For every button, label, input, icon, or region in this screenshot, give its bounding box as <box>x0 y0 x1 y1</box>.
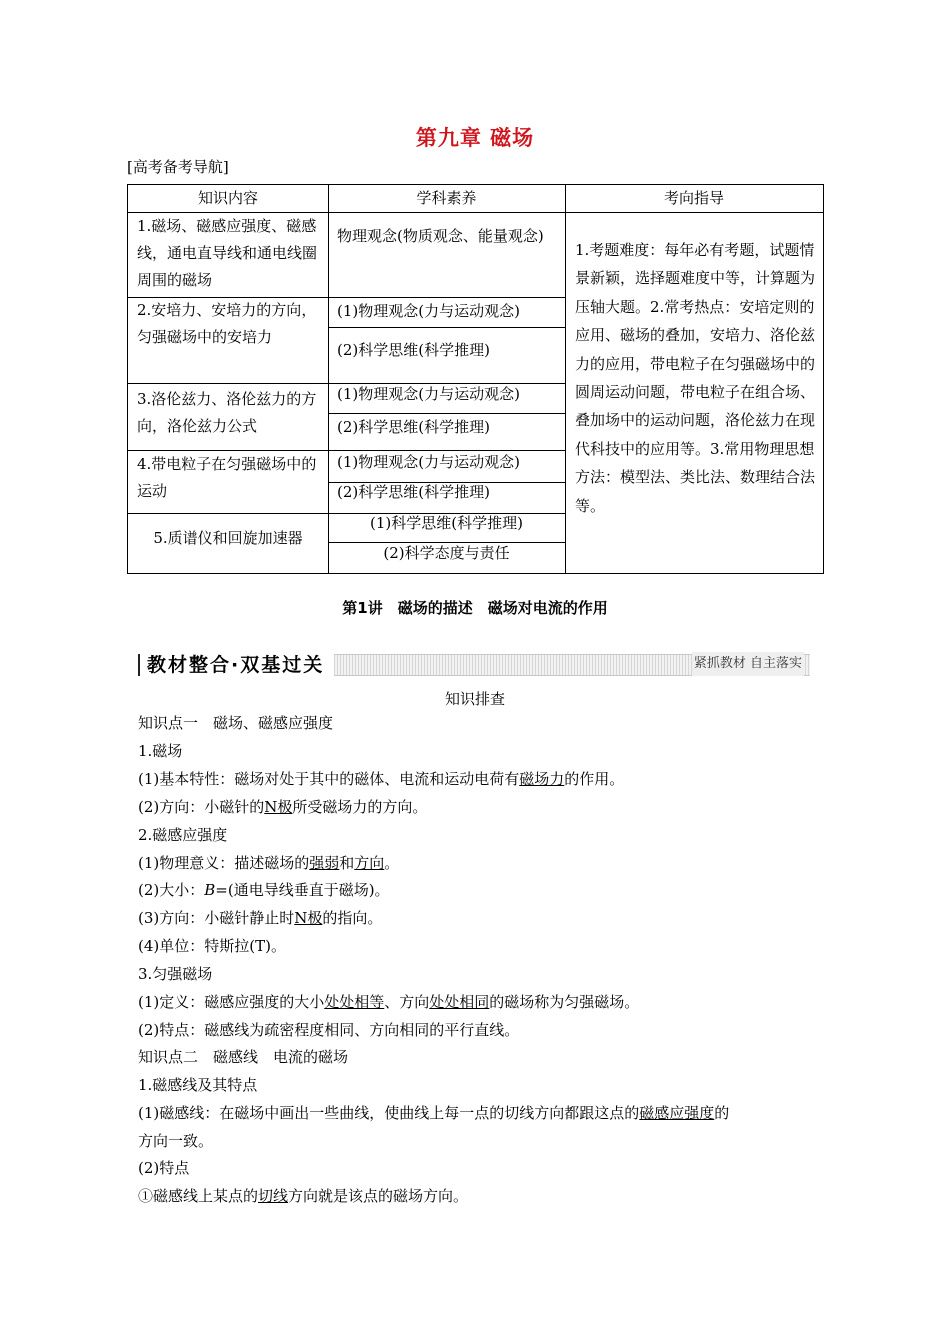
banner-title: 教材整合·双基过关 <box>147 654 325 676</box>
text: =(通电导线垂直于磁场)。 <box>215 881 390 899</box>
section-heading: 知识排查 <box>444 690 505 708</box>
text: ①磁感线上某点的 <box>138 1187 259 1205</box>
paragraph <box>138 907 382 929</box>
literacy-cell: (2)科学思维(科学推理) <box>337 341 490 359</box>
subheading: 2.磁感应强度 <box>138 826 228 844</box>
literacy-cell: (1)物理观念(力与运动观念) <box>337 302 520 320</box>
text: 的指向。 <box>322 909 383 927</box>
literacy-cell: 物理观念(物质观念、能量观念) <box>337 227 544 245</box>
paragraph <box>138 768 624 790</box>
answer-blank: 磁场力 <box>519 770 565 788</box>
knowledge-cell: 2.安培力、安培力的方向，匀强磁场中的安培力 <box>137 301 317 346</box>
answer-blank: 磁感应强度 <box>639 1104 715 1122</box>
variable: B <box>204 881 216 899</box>
paragraph: (2)特点 <box>138 1159 190 1177</box>
text: 和 <box>339 854 355 872</box>
header-guidance: 考向指导 <box>663 189 724 207</box>
header-knowledge: 知识内容 <box>197 189 258 207</box>
text: (2)大小： <box>138 881 205 899</box>
knowledge-cell: 1.磁场、磁感应强度、磁感线，通电直导线和通电线圈周围的磁场 <box>137 217 318 289</box>
text: 、方向 <box>384 993 430 1011</box>
table-divider <box>328 327 566 328</box>
paragraph <box>138 796 427 818</box>
section-banner <box>138 652 810 678</box>
literacy-cell: (2)科学态度与责任 <box>383 544 510 562</box>
paragraph <box>138 1185 468 1207</box>
text: (2)方向：小磁针的 <box>138 798 265 816</box>
text: (1)磁感线：在磁场中画出一些曲线，使曲线上每一点的切线方向都跟这点的 <box>138 1104 640 1122</box>
text: 所受磁场力的方向。 <box>292 798 428 816</box>
banner-bar <box>138 654 140 676</box>
answer-blank: N极 <box>294 909 323 927</box>
answer-blank: 方向 <box>354 854 385 872</box>
literacy-cell: (1)物理观念(力与运动观念) <box>337 385 520 403</box>
paragraph <box>138 991 639 1013</box>
text: 。 <box>384 854 400 872</box>
answer-blank: N极 <box>264 798 293 816</box>
knowledge-point-heading: 知识点一 磁场、磁感应强度 <box>138 714 334 732</box>
paragraph <box>138 879 390 901</box>
paragraph: (4)单位：特斯拉(T)。 <box>138 937 286 955</box>
paragraph: 方向一致。 <box>138 1132 214 1150</box>
knowledge-point-heading: 知识点二 磁感线 电流的磁场 <box>138 1048 349 1066</box>
header-literacy: 学科素养 <box>416 189 477 207</box>
text: (3)方向：小磁针静止时 <box>138 909 295 927</box>
literacy-cell: (2)科学思维(科学推理) <box>337 418 490 436</box>
subheading: 1.磁场 <box>138 742 183 760</box>
chapter-title: 第九章 磁场 <box>415 126 535 150</box>
subheading: 1.磁感线及其特点 <box>138 1076 258 1094</box>
subheading: 3.匀强磁场 <box>138 965 213 983</box>
literacy-cell: (2)科学思维(科学推理) <box>337 483 490 501</box>
knowledge-cell: 4.带电粒子在匀强磁场中的运动 <box>137 455 317 500</box>
text: 的 <box>714 1104 730 1122</box>
paragraph: (2)特点：磁感线为疏密程度相同、方向相同的平行直线。 <box>138 1021 520 1039</box>
answer-blank: 处处相同 <box>429 993 490 1011</box>
nav-label: [高考备考导航] <box>127 158 229 176</box>
text: 的磁场称为匀强磁场。 <box>489 993 640 1011</box>
text: 的作用。 <box>564 770 625 788</box>
guidance-cell: 1.考题难度：每年必有考题，试题情景新颖，选择题难度中等，计算题为压轴大题。2.常考热点：安培定则的应用、磁场的叠加，安培力、洛伦兹力的应用，带电粒子在匀强磁场中的圆周运动问题，带电粒子在组合场、叠加场中的运动问题，洛伦兹力在现代科技中的应用等。3.常用物理思想方法：模型法、类比法、数理结合法等。 <box>575 241 816 515</box>
lesson-title: 第1讲 磁场的描述 磁场对电流的作用 <box>342 599 608 617</box>
banner-slogan: 紧抓教材 自主落实 <box>692 652 804 676</box>
literacy-cell: (1)物理观念(力与运动观念) <box>337 453 520 471</box>
text: 方向就是该点的磁场方向。 <box>288 1187 469 1205</box>
answer-blank: 处处相等 <box>324 993 385 1011</box>
answer-blank: 切线 <box>258 1187 289 1205</box>
text: (1)基本特性：磁场对处于其中的磁体、电流和运动电荷有 <box>138 770 520 788</box>
text: (1)物理意义：描述磁场的 <box>138 854 310 872</box>
paragraph <box>138 1102 729 1124</box>
answer-blank: 强弱 <box>309 854 340 872</box>
paragraph <box>138 852 399 874</box>
guide-table <box>127 184 824 574</box>
knowledge-cell: 3.洛伦兹力、洛伦兹力的方向，洛伦兹力公式 <box>137 390 317 435</box>
knowledge-cell: 5.质谱仪和回旋加速器 <box>153 529 303 547</box>
table-divider <box>565 185 566 573</box>
literacy-cell: (1)科学思维(科学推理) <box>370 514 523 532</box>
text: (1)定义：磁感应强度的大小 <box>138 993 325 1011</box>
